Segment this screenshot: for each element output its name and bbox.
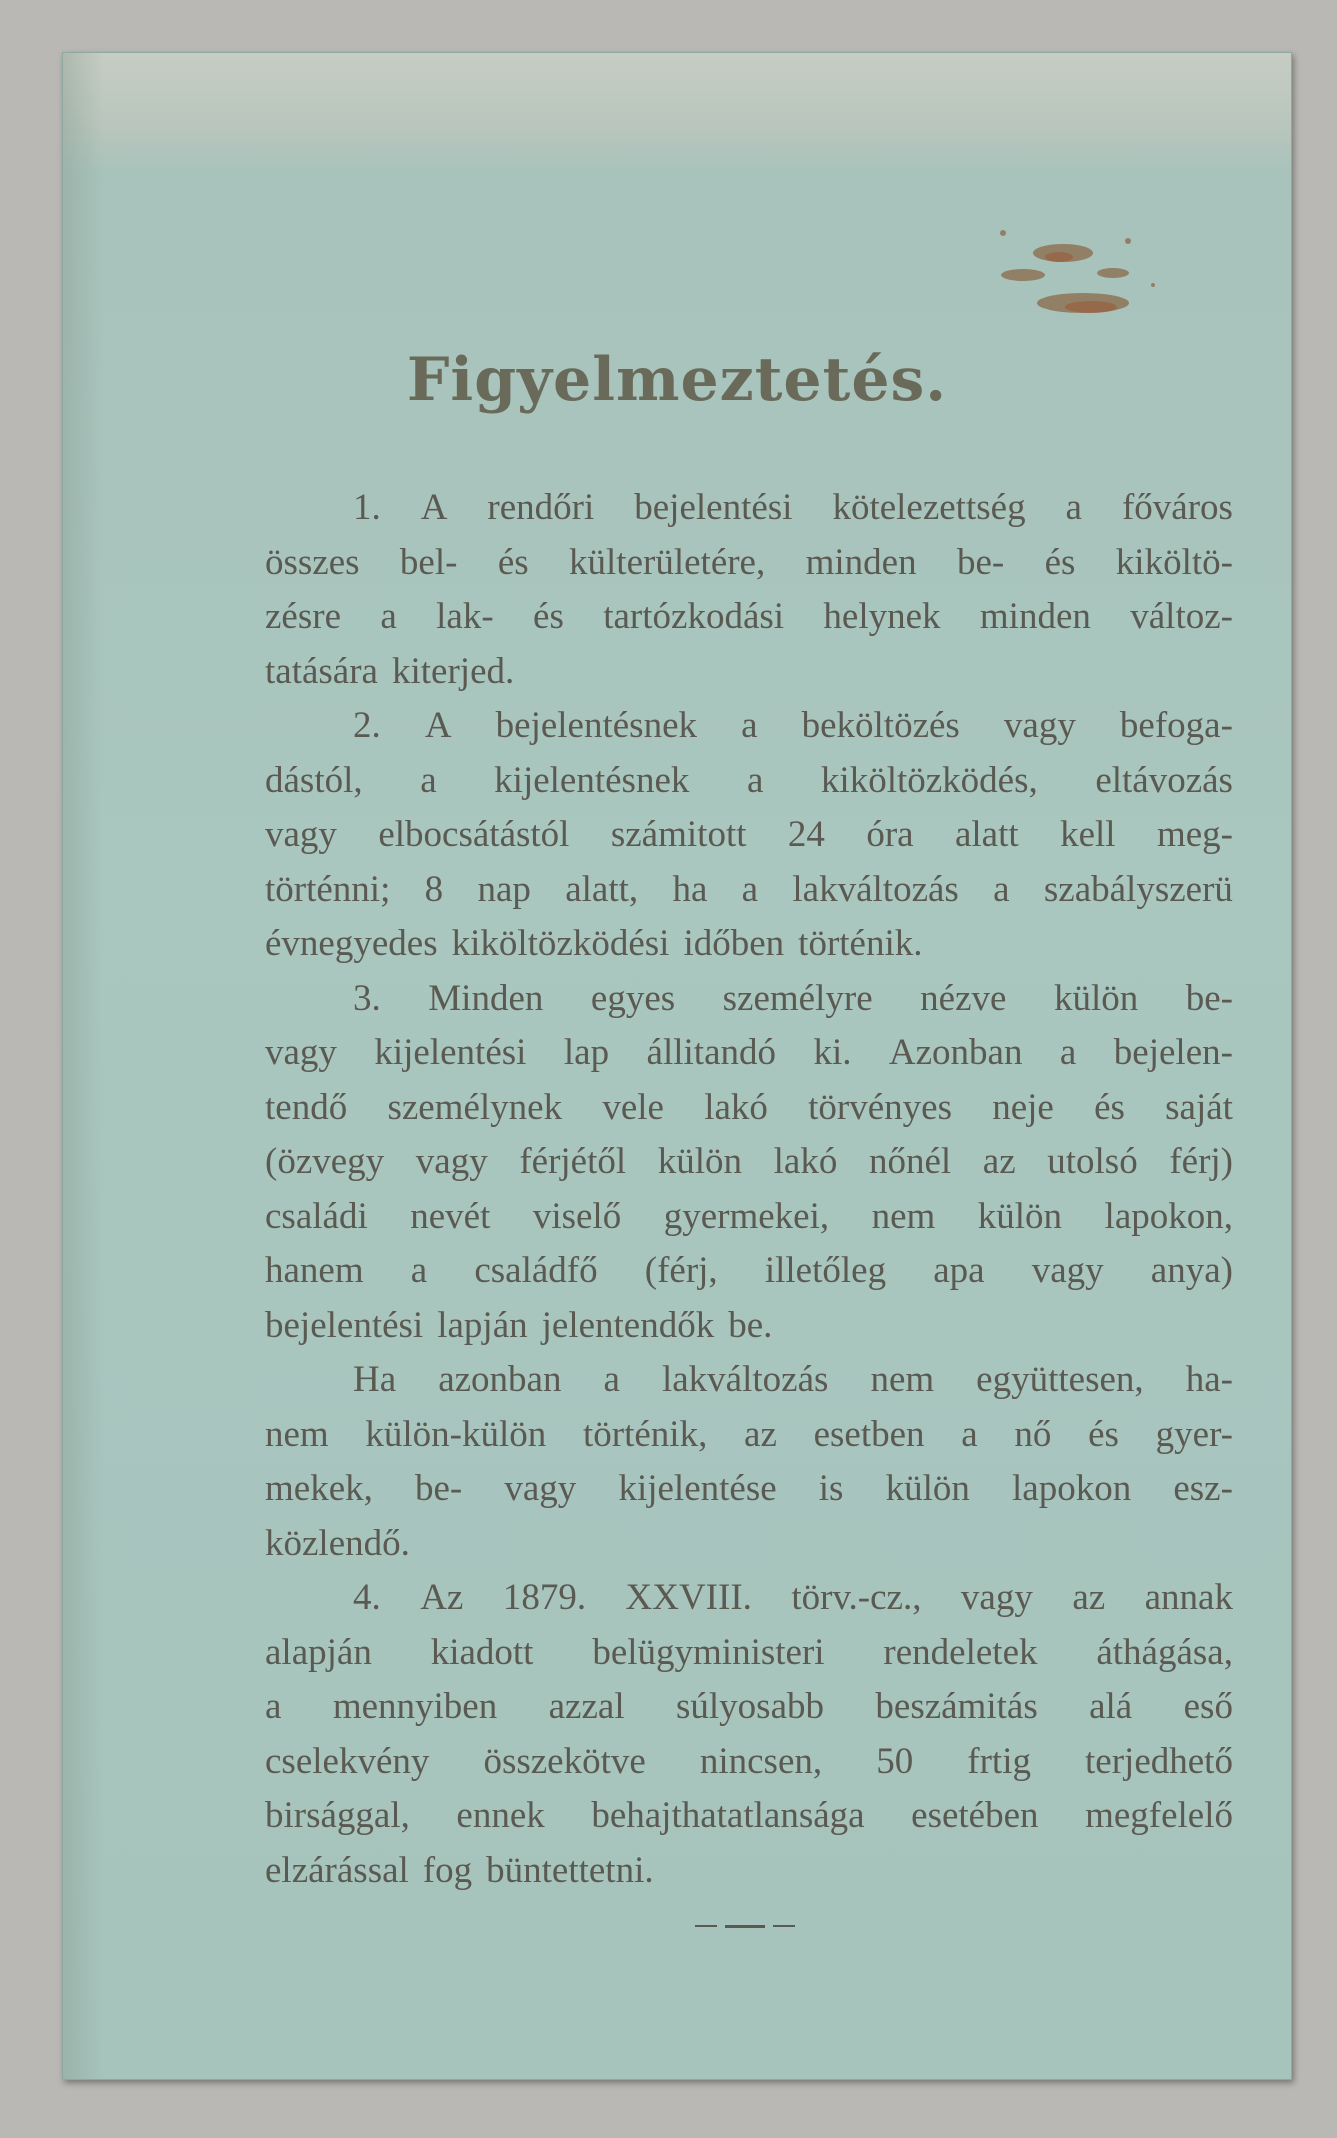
word: alá	[1089, 1686, 1133, 1727]
word: a	[1065, 487, 1082, 528]
word: és	[1044, 541, 1076, 583]
word: mekek,	[265, 1468, 373, 1509]
word: külterületére,	[569, 541, 766, 583]
word: mennyiben	[332, 1686, 498, 1727]
word: jelentendők	[541, 1304, 715, 1346]
word: nőnél	[868, 1141, 952, 1182]
word: egyes	[590, 977, 676, 1019]
word: óra	[866, 814, 914, 855]
word: kiköltözködési	[451, 923, 670, 964]
word: történik.	[798, 923, 923, 964]
word: a	[741, 705, 758, 746]
word: együttesen,	[976, 1359, 1144, 1400]
word: a	[993, 868, 1010, 910]
word: rendőri	[487, 487, 595, 528]
word: külön-külön	[365, 1413, 547, 1455]
word: lapokon,	[1104, 1195, 1233, 1237]
word: terjedhető	[1085, 1740, 1233, 1782]
word: lapján	[437, 1304, 528, 1346]
word: a	[380, 596, 397, 637]
word: Minden	[428, 977, 544, 1019]
word: bejelentési	[634, 487, 793, 528]
word: 8	[424, 868, 444, 910]
word: vagy	[265, 814, 337, 855]
word: a	[420, 759, 437, 801]
text-line	[265, 1408, 1233, 1463]
word: állitandó	[646, 1032, 776, 1073]
text-line	[265, 1462, 1233, 1517]
word: esetben	[813, 1413, 925, 1455]
word: be.	[728, 1304, 773, 1346]
word: behajthatatlansága	[591, 1795, 865, 1836]
word: külön	[977, 1195, 1063, 1237]
word: kijelentésnek	[494, 759, 690, 801]
text-line	[265, 1571, 1233, 1626]
word: családi	[265, 1195, 368, 1237]
word: azonban	[438, 1359, 562, 1400]
word: kiköltözködés,	[820, 759, 1038, 801]
word: ha	[672, 868, 708, 910]
word: azzal	[548, 1686, 625, 1727]
text-line	[265, 972, 1233, 1027]
word: történni;	[265, 868, 391, 910]
word: személyre	[722, 977, 873, 1019]
word: bejelentési	[265, 1304, 424, 1346]
word: be-	[956, 541, 1005, 583]
word: saját	[1165, 1086, 1233, 1128]
word: és	[1088, 1413, 1119, 1455]
word: minden	[979, 596, 1091, 637]
text-line	[265, 1626, 1233, 1681]
word: nevét	[410, 1195, 491, 1237]
word: kijelentése	[618, 1468, 777, 1509]
word: vagy	[960, 1577, 1033, 1618]
text-line	[265, 1517, 1233, 1572]
text-line	[265, 699, 1233, 754]
word: nap	[477, 868, 531, 910]
word: változ-	[1130, 596, 1233, 637]
word: 1.	[353, 487, 381, 528]
word: (özvegy	[265, 1141, 385, 1182]
word: vagy	[504, 1468, 577, 1509]
word: be-	[415, 1468, 463, 1509]
text-line	[265, 1735, 1233, 1790]
text-line	[265, 863, 1233, 918]
word: kötelezettség	[832, 487, 1026, 528]
word: birsággal,	[265, 1795, 410, 1836]
text-line	[265, 1081, 1233, 1136]
word: és	[497, 541, 529, 583]
word: lap	[563, 1032, 610, 1073]
word: viselő	[532, 1195, 622, 1237]
word: Ha	[353, 1359, 397, 1400]
word: helynek	[823, 596, 941, 637]
word: történik,	[583, 1413, 708, 1455]
word: zésre	[265, 596, 341, 637]
text-line	[265, 590, 1233, 645]
word: kiterjed.	[391, 650, 515, 692]
word: alapján	[265, 1631, 372, 1673]
word: Az	[420, 1577, 464, 1618]
page-title: Figyelmeztetés.	[406, 345, 948, 415]
word: a	[741, 868, 759, 910]
word: tendő	[265, 1086, 348, 1128]
word: frtig	[967, 1740, 1031, 1782]
word: (férj,	[644, 1250, 718, 1291]
word: rendeletek	[883, 1631, 1038, 1673]
word: 3.	[353, 977, 381, 1019]
word: külön	[885, 1468, 970, 1509]
word: súlyosabb	[676, 1686, 824, 1727]
word: férjétől	[519, 1141, 627, 1182]
word: fog	[422, 1849, 473, 1891]
text-line	[265, 1680, 1233, 1735]
word: beköltözés	[801, 705, 960, 746]
word: neje	[992, 1086, 1054, 1128]
word: évnegyedes	[265, 923, 438, 964]
word: nő	[1014, 1413, 1052, 1455]
text-line	[265, 1135, 1233, 1190]
word: meg-	[1156, 814, 1233, 855]
word: külön	[1053, 977, 1139, 1019]
word: eső	[1183, 1686, 1233, 1727]
word: vele	[602, 1086, 664, 1128]
word: 2.	[353, 705, 381, 746]
word: a	[265, 1686, 282, 1727]
text-line	[265, 536, 1233, 591]
text-line	[265, 917, 1233, 972]
word: beszámitás	[875, 1686, 1038, 1727]
word: eltávozás	[1095, 759, 1233, 801]
word: áthágása,	[1096, 1631, 1233, 1673]
text-line	[265, 754, 1233, 809]
word: lak-	[436, 596, 494, 637]
word: alatt,	[565, 868, 639, 910]
word: cselekvény	[265, 1740, 430, 1782]
word: A	[420, 487, 448, 528]
word: törv.-cz.,	[791, 1577, 922, 1618]
word: elbocsátástól	[378, 814, 570, 855]
word: vagy	[415, 1141, 488, 1182]
text-line	[265, 645, 1233, 700]
word: vagy	[1031, 1250, 1104, 1291]
word: befoga-	[1119, 705, 1233, 746]
word: be-	[1185, 977, 1233, 1019]
word: férj)	[1169, 1141, 1233, 1182]
word: is	[818, 1468, 844, 1509]
text-line	[265, 1844, 1233, 1899]
word: gyer-	[1155, 1413, 1233, 1455]
word: kell	[1060, 814, 1116, 855]
word: A	[424, 705, 452, 746]
word: tartózkodási	[603, 596, 785, 637]
word: a	[1059, 1032, 1077, 1073]
word: főváros	[1121, 487, 1233, 528]
word: annak	[1144, 1577, 1233, 1618]
word: Azonban	[888, 1032, 1023, 1073]
word: ki.	[813, 1032, 852, 1073]
word: belügyministeri	[592, 1631, 825, 1673]
word: a	[746, 759, 764, 801]
word: nem	[871, 1195, 936, 1237]
text-line	[265, 1244, 1233, 1299]
document-sheet	[62, 52, 1292, 2080]
word: 4.	[353, 1577, 381, 1618]
word: megfelelő	[1085, 1795, 1233, 1836]
word: és	[533, 596, 564, 637]
word: 1879.	[502, 1577, 587, 1618]
word: esz-	[1173, 1468, 1233, 1509]
word: bejelen-	[1113, 1032, 1233, 1073]
word: az	[744, 1413, 777, 1455]
text-line	[265, 1299, 1233, 1354]
word: kijelentési	[374, 1032, 527, 1073]
word: kiköltö-	[1115, 541, 1233, 583]
body-text	[265, 481, 1233, 1898]
word: ennek	[456, 1795, 545, 1836]
word: nincsen,	[699, 1740, 823, 1782]
word: esetében	[911, 1795, 1039, 1836]
word: 24	[787, 814, 825, 855]
word: illetőleg	[764, 1250, 887, 1291]
word: a	[961, 1413, 978, 1455]
word: összes	[265, 541, 360, 583]
word: szabályszerü	[1043, 868, 1233, 910]
word: minden	[805, 541, 917, 583]
word: külön	[657, 1141, 743, 1182]
word: vagy	[1003, 705, 1076, 746]
word: alatt	[954, 814, 1019, 855]
word: számitott	[610, 814, 747, 855]
word: nem	[265, 1413, 329, 1455]
word: XXVIII.	[625, 1577, 752, 1618]
text-line	[265, 1789, 1233, 1844]
word: 50	[876, 1740, 914, 1782]
word: személynek	[387, 1086, 563, 1128]
word: összekötve	[483, 1740, 646, 1782]
word: és	[1094, 1086, 1125, 1128]
word: tatására	[265, 650, 378, 692]
word: elzárással	[265, 1849, 409, 1891]
word: lapokon	[1012, 1468, 1132, 1509]
word: vagy	[265, 1032, 337, 1073]
word: időben	[683, 923, 785, 964]
word: anya)	[1150, 1250, 1233, 1291]
word: kiadott	[430, 1631, 534, 1673]
text-line	[265, 1190, 1233, 1245]
word: gyermekei,	[663, 1195, 830, 1237]
word: a	[603, 1359, 620, 1400]
text-line	[265, 1026, 1233, 1081]
word: apa	[933, 1250, 985, 1291]
text-line	[265, 1353, 1233, 1408]
word: lakváltozás	[661, 1359, 829, 1400]
word: büntettetni.	[486, 1849, 654, 1891]
faded-top-band	[63, 53, 1291, 173]
word: utolsó	[1047, 1141, 1138, 1182]
word: törvényes	[808, 1086, 952, 1128]
word: dástól,	[265, 759, 363, 801]
word: bel-	[399, 541, 458, 583]
word: az	[982, 1141, 1016, 1182]
word: hanem	[265, 1250, 364, 1291]
closing-rule	[695, 1925, 805, 1929]
word: nézve	[920, 977, 1007, 1019]
word: bejelentésnek	[495, 705, 697, 746]
word: nem	[870, 1359, 935, 1400]
word: lakó	[704, 1086, 768, 1128]
text-line	[265, 808, 1233, 863]
word: lakváltozás	[792, 868, 959, 910]
word: közlendő.	[265, 1522, 410, 1564]
word: az	[1072, 1577, 1106, 1618]
text-line	[265, 481, 1233, 536]
word: ha-	[1185, 1359, 1233, 1400]
word: lakó	[773, 1141, 838, 1182]
word: családfő	[474, 1250, 598, 1291]
word: a	[410, 1250, 428, 1291]
